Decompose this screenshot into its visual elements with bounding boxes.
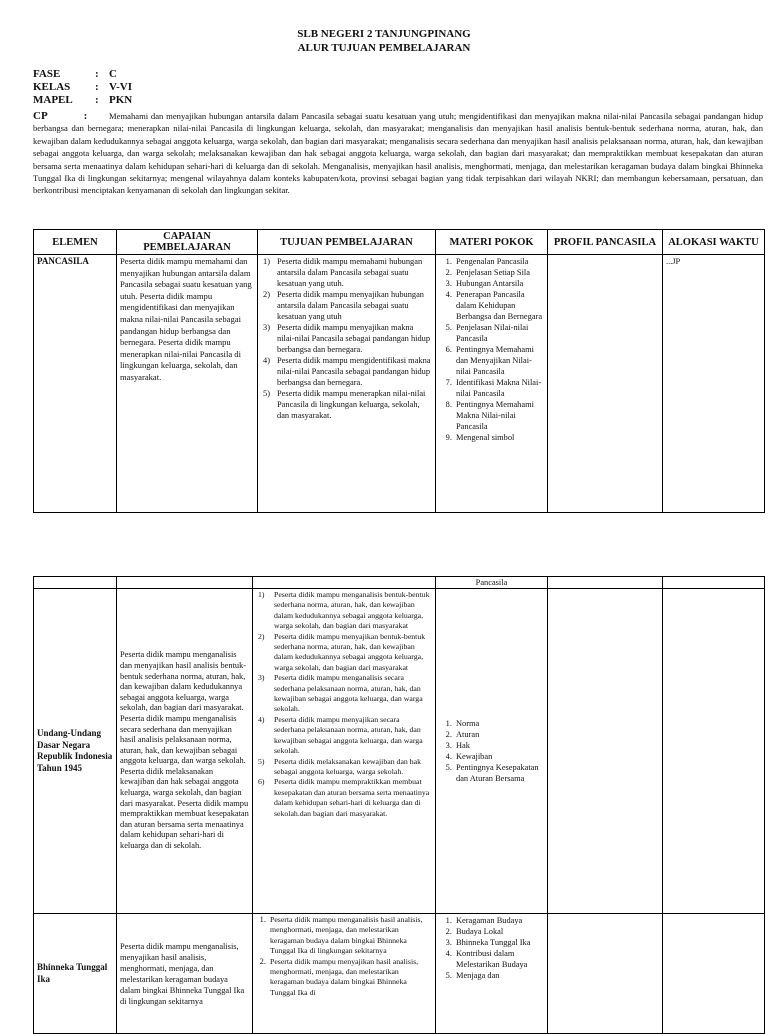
cp-sep: :	[83, 110, 88, 122]
meta-key: MAPEL	[33, 94, 73, 106]
list-item: 2. Peserta didik mampu menyajikan hasil analisis, menghormati, menjaga, dan melestarikan keragaman budaya dalam bingkai Bhinneka Tunggal Ika di	[268, 957, 432, 999]
meta-sep: :	[95, 81, 99, 93]
profil-cell	[548, 589, 663, 914]
materi-cell	[436, 914, 548, 1034]
header-alokasi: ALOKASI WAKTU	[663, 230, 765, 255]
meta-block	[33, 68, 132, 107]
meta-value: V-VI	[109, 81, 133, 93]
list-item: 1. Norma	[454, 718, 544, 729]
cp-text: Memahami dan menyajikan hubungan antarsila dalam Pancasila sebagai suatu kesatuan yang utuh; mengidentifikasi dan menyajikan makna nilai-nilai Pancasila sebagai pandangan hidup berbangsa dan bernegara; menerapkan nilai-nilai Pancasila di lingkungan keluarga, sekolah, dan masyarakat; menganalisis dan menyajikan hasil analisis bentuk-bentuk sederhana norma, aturan, hak, dan kewajiban dalam kedudukannya sebagai anggota keluarga, warga sekolah, dan bagian dari masyarakat; menganalisis secara sederhana dan menyajikan hasil analisis pelaksanaan norma, aturan, hak, dan kewajiban sebagai anggota keluarga, dan warga sekolah; melaksanakan kewajiban dan hak sebagai anggota keluarga, warga sekolah, dan bagian dari masyarakat; dan mempraktikkan membuat kesepakatan dan aturan bersama serta menaatinya dalam kehidupan sehari-hari di keluarga dan di sekolah. Menganalisis, menyajikan hasil analisis, menghormati, menjaga, dan melestarikan keragaman budaya dalam bingkai Bhinneka Tunggal Ika di lingkungan sekitarnya; mengenal wilayahnya dalam konteks kabupaten/kota, provinsi sebagai bagian yang tidak terpisahkan dari wilayah NKRI; dan membangun kebersamaan, persatuan, dan berkontribusi menciptakan kenyamanan di sekolah dan lingkungan sekitar.	[33, 111, 763, 196]
list-item: 2. Aturan	[454, 729, 544, 740]
list-item: 5) Peserta didik mampu menerapkan nilai-nilai Pancasila di lingkungan keluarga, sekolah, dan masyarakat.	[263, 389, 426, 420]
materi-cell	[436, 589, 548, 914]
list-item: 1. Keragaman Budaya	[454, 915, 544, 926]
list-item: 3) Peserta didik mampu menyajikan makna nilai-nilai Pancasila sebagai pandangan hidup berbangsa dan bernegara.	[263, 323, 431, 354]
meta-row-fase	[33, 68, 132, 81]
cp-key: CP	[33, 110, 48, 122]
document-title: ALUR TUJUAN PEMBELAJARAN	[297, 42, 471, 54]
meta-sep: :	[95, 94, 99, 106]
meta-key: KELAS	[33, 81, 71, 93]
list-item: 4. Penerapan Pancasila dalam Kehidupan Berbangsa dan Bernegara	[454, 289, 544, 322]
list-item: 3. Hubungan Antarsila	[454, 278, 544, 289]
school-name: SLB NEGERI 2 TANJUNGPINANG	[297, 28, 471, 40]
header-elemen: ELEMEN	[34, 230, 117, 255]
tujuan-cell	[258, 255, 436, 513]
list-item: 2. Penjelasan Setiap Sila	[454, 267, 544, 278]
elemen-cell: PANCASILA	[34, 255, 117, 513]
list-item: 2) Peserta didik mampu menyajikan bentuk-bentuk sederhana norma, aturan, hak, dan kewajiban dalam kedudukannya sebagai anggota keluarga, warga sekolah, dan bagian dari masyarakat	[258, 631, 426, 672]
profil-cell	[548, 914, 663, 1034]
materi-list	[439, 718, 544, 784]
list-item: 1. Peserta didik mampu menganalisis hasil analisis, menghormati, menjaga, dan melestarikan keragaman budaya dalam bingkai Bhinneka Tunggal Ika di lingkungan sekitarnya	[268, 915, 432, 957]
list-item: 4. Kewajiban	[454, 751, 544, 762]
tujuan-cell	[253, 589, 436, 914]
list-item: 5. Pentingnya Kesepakatan dan Aturan Bersama	[454, 762, 544, 784]
meta-sep: :	[95, 68, 99, 80]
list-item: 5) Peserta didik melaksanakan kewajiban dan hak sebagai anggota keluarga, warga sekolah.	[258, 756, 422, 776]
profil-cell	[548, 577, 663, 589]
meta-key: FASE	[33, 68, 61, 80]
capaian-cell: Peserta didik mampu menganalisis dan menyajikan hasil analisis bentuk-bentuk sederhana norma, aturan, hak, dan kewajiban dalam kedudukannya sebagai anggota keluarga, warga sekolah, dan bagian dari masyarakat. Peserta didik mampu menganalisis secara sederhana dan menyajikan hasil analisis pelaksanaan norma, aturan, hak, dan kewajiban sebagai anggota keluarga, dan warga sekolah. Peserta didik melaksanakan kewajiban dan hak sebagai anggota keluarga, warga sekolah, dan bagian dari masyarakat. Peserta didik mampu mempraktikkan membuat kesepakatan dan aturan bersama serta menaatinya dalam kehidupan sehari-hari di keluarga dan di sekolah.	[117, 589, 253, 914]
alokasi-cell: ...JP	[663, 255, 765, 513]
meta-value: PKN	[109, 94, 133, 106]
list-item: 5. Penjelasan Nilai-nilai Pancasila	[454, 322, 544, 344]
list-item: 1) Peserta didik mampu memahami hubungan antarsila dalam Pancasila sebagai suatu kesatuan yang utuh.	[263, 257, 423, 288]
materi-list	[439, 256, 544, 443]
table-row	[34, 914, 765, 1034]
cp-label	[33, 110, 109, 122]
capaian-cell	[117, 577, 253, 589]
list-item: 1) Peserta didik mampu menganalisis bentuk-bentuk sederhana norma, aturan, hak, dan kewajiban dalam kedudukannya sebagai anggota keluarga, warga sekolah, dan bagian dari masyarakat	[258, 590, 430, 631]
profil-cell	[548, 255, 663, 513]
tujuan-list	[256, 915, 432, 998]
alokasi-cell	[663, 589, 765, 914]
list-item: 2. Budaya Lokal	[454, 926, 544, 937]
capaian-cell: Peserta didik mampu menganalisis, menyajikan hasil analisis, menghormati, menjaga, dan melestarikan keragaman budaya dalam bingkai Bhinneka Tunggal Ika di lingkungan sekitarnya	[117, 914, 253, 1034]
capaian-pembelajaran-paragraph	[33, 110, 763, 197]
alokasi-cell	[663, 577, 765, 589]
header-materi: MATERI POKOK	[436, 230, 548, 255]
capaian-cell: Peserta didik mampu memahami dan menyajikan hubungan antarsila dalam Pancasila sebagai suatu kesatuan yang utuh. Peserta didik mampu mengidentifikasi dan menyajikan makna nilai-nilai Pancasila sebagai pandangan hidup berbangsa dan bernegara. Peserta didik mampu menerapkan nilai-nilai Pancasila di lingkungan keluarga, sekolah, dan masyarakat.	[117, 255, 258, 513]
list-item: 1. Pengenalan Pancasila	[454, 256, 544, 267]
atp-table-part-1	[33, 229, 765, 513]
list-item: 5. Menjaga dan	[454, 970, 544, 981]
alokasi-cell	[663, 914, 765, 1034]
list-item: 3. Bhinneka Tunggal Ika	[454, 937, 544, 948]
materi-cell: Pancasila	[436, 577, 548, 589]
tujuan-list	[261, 256, 432, 421]
list-item: 8. Pentingnya Memahami Makna Nilai-nilai Pancasila	[454, 399, 544, 432]
meta-row-mapel	[33, 94, 132, 107]
table-row	[34, 589, 765, 914]
meta-value: C	[109, 68, 117, 80]
list-item: 3. Hak	[454, 740, 544, 751]
list-item: 6. Pentingnya Memahami dan Menyajikan Nilai-nilai Pancasila	[454, 344, 544, 377]
table-row	[34, 255, 765, 513]
tujuan-cell	[253, 577, 436, 589]
materi-list	[439, 915, 544, 981]
tujuan-list	[256, 590, 432, 819]
meta-row-kelas	[33, 81, 132, 94]
table-header-row	[34, 230, 765, 255]
header-capaian: CAPAIAN PEMBELAJARAN	[117, 230, 258, 255]
list-item: 2) Peserta didik mampu menyajikan hubungan antarsila dalam Pancasila sebagai suatu kesatuan yang utuh	[263, 290, 424, 321]
header-profil: PROFIL PANCASILA	[548, 230, 663, 255]
materi-cell	[436, 255, 548, 513]
list-item: 9. Mengenal simbol	[454, 432, 544, 443]
table-row-continuation	[34, 577, 765, 589]
tujuan-cell	[253, 914, 436, 1034]
elemen-cell	[34, 577, 117, 589]
list-item: 6) Peserta didik mampu mempraktikkan membuat kesepakatan dan aturan bersama serta menaatinya dalam kehidupan sehari-hari di keluarga dan di sekolah.dan bagian dari masyarakat.	[258, 777, 430, 818]
list-item: 4) Peserta didik mampu mengidentifikasi makna nilai-nilai Pancasila sebagai pandangan hidup berbangsa dan bernegara.	[263, 356, 431, 387]
list-item: 4. Kontribusi dalam Melestarikan Budaya	[454, 948, 544, 970]
elemen-cell: Undang-Undang Dasar Negara Republik Indonesia Tahun 1945	[34, 589, 117, 914]
atp-table-part-2	[33, 576, 765, 1034]
list-item: 7. Identifikasi Makna Nilai-nilai Pancasila	[454, 377, 544, 399]
list-item: 4) Peserta didik mampu menyajikan secara sederhana pelaksanaan norma, aturan, hak, dan kewajiban sebagai anggota keluarga, dan warga sekolah.	[258, 714, 423, 756]
header-tujuan: TUJUAN PEMBELAJARAN	[258, 230, 436, 255]
elemen-cell: Bhinneka Tunggal Ika	[34, 914, 117, 1034]
list-item: 3) Peserta didik mampu menganalisis secara sederhana pelaksanaan norma, aturan, hak, dan kewajiban sebagai anggota keluarga, dan warga sekolah.	[258, 673, 423, 714]
